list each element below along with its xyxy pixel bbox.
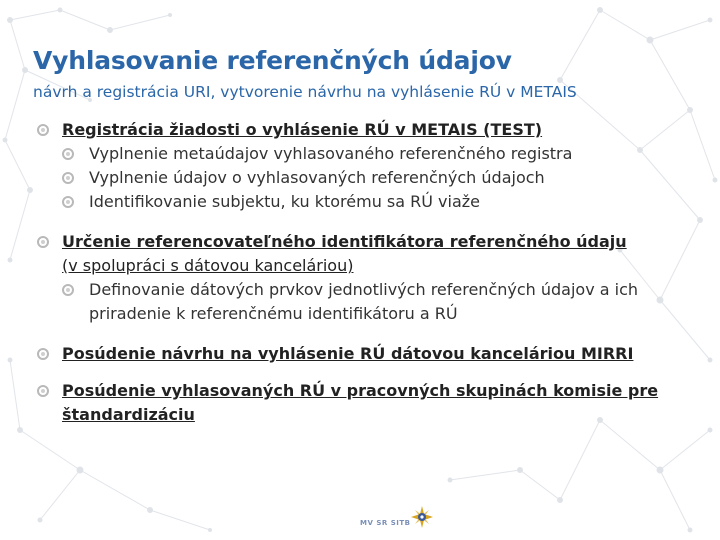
sub-list-item-label: Vyplnenie metaúdajov vyhlasovaného referenčného registra	[89, 144, 573, 163]
sub-list-item	[62, 166, 677, 190]
bullet-list	[37, 118, 677, 427]
list-item	[37, 342, 677, 366]
sub-list-item	[62, 142, 677, 166]
list-item-label: Posúdenie návrhu na vyhlásenie RÚ dátovou kanceláriou MIRRI	[62, 344, 634, 363]
list-item	[37, 379, 672, 427]
ministry-emblem-icon	[411, 506, 433, 528]
sub-list-item-label: Definovanie dátových prvkov jednotlivých referenčných údajov a ich priradenie k referenčnému identifikátoru a RÚ	[89, 280, 639, 323]
bullet-ring-icon	[62, 284, 74, 296]
slide-subtitle: návrh a registrácia URI, vytvorenie návrhu na vyhlásenie RÚ v METAIS	[33, 83, 577, 101]
bullet-ring-icon	[37, 348, 49, 360]
footer-org-text: MV SR SITB	[360, 519, 411, 527]
bullet-ring-icon	[62, 148, 74, 160]
list-item-note: (v spolupráci s dátovou kanceláriou)	[62, 256, 354, 275]
list-item	[37, 118, 677, 142]
list-item-label: Registrácia žiadosti o vyhlásenie RÚ v METAIS (TEST)	[62, 120, 543, 139]
sub-list-item-label: Vyplnenie údajov o vyhlasovaných referenčných údajoch	[89, 168, 545, 187]
sub-list-item-label: Identifikovanie subjektu, ku ktorému sa RÚ viaže	[89, 192, 481, 211]
list-item	[37, 230, 677, 278]
sub-list-item	[62, 278, 674, 326]
bullet-ring-icon	[62, 172, 74, 184]
slide-title: Vyhlasovanie referenčných údajov	[33, 46, 512, 75]
bullet-ring-icon	[37, 124, 49, 136]
bullet-ring-icon	[62, 196, 74, 208]
bullet-ring-icon	[37, 236, 49, 248]
footer-logo	[360, 510, 410, 529]
list-item-label: Určenie referencovateľného identifikátora referenčného údaju	[62, 232, 627, 251]
list-item-label: Posúdenie vyhlasovaných RÚ v pracovných skupinách komisie pre štandardizáciu	[62, 381, 659, 424]
sub-list-item	[62, 190, 677, 214]
bullet-ring-icon	[37, 385, 49, 397]
